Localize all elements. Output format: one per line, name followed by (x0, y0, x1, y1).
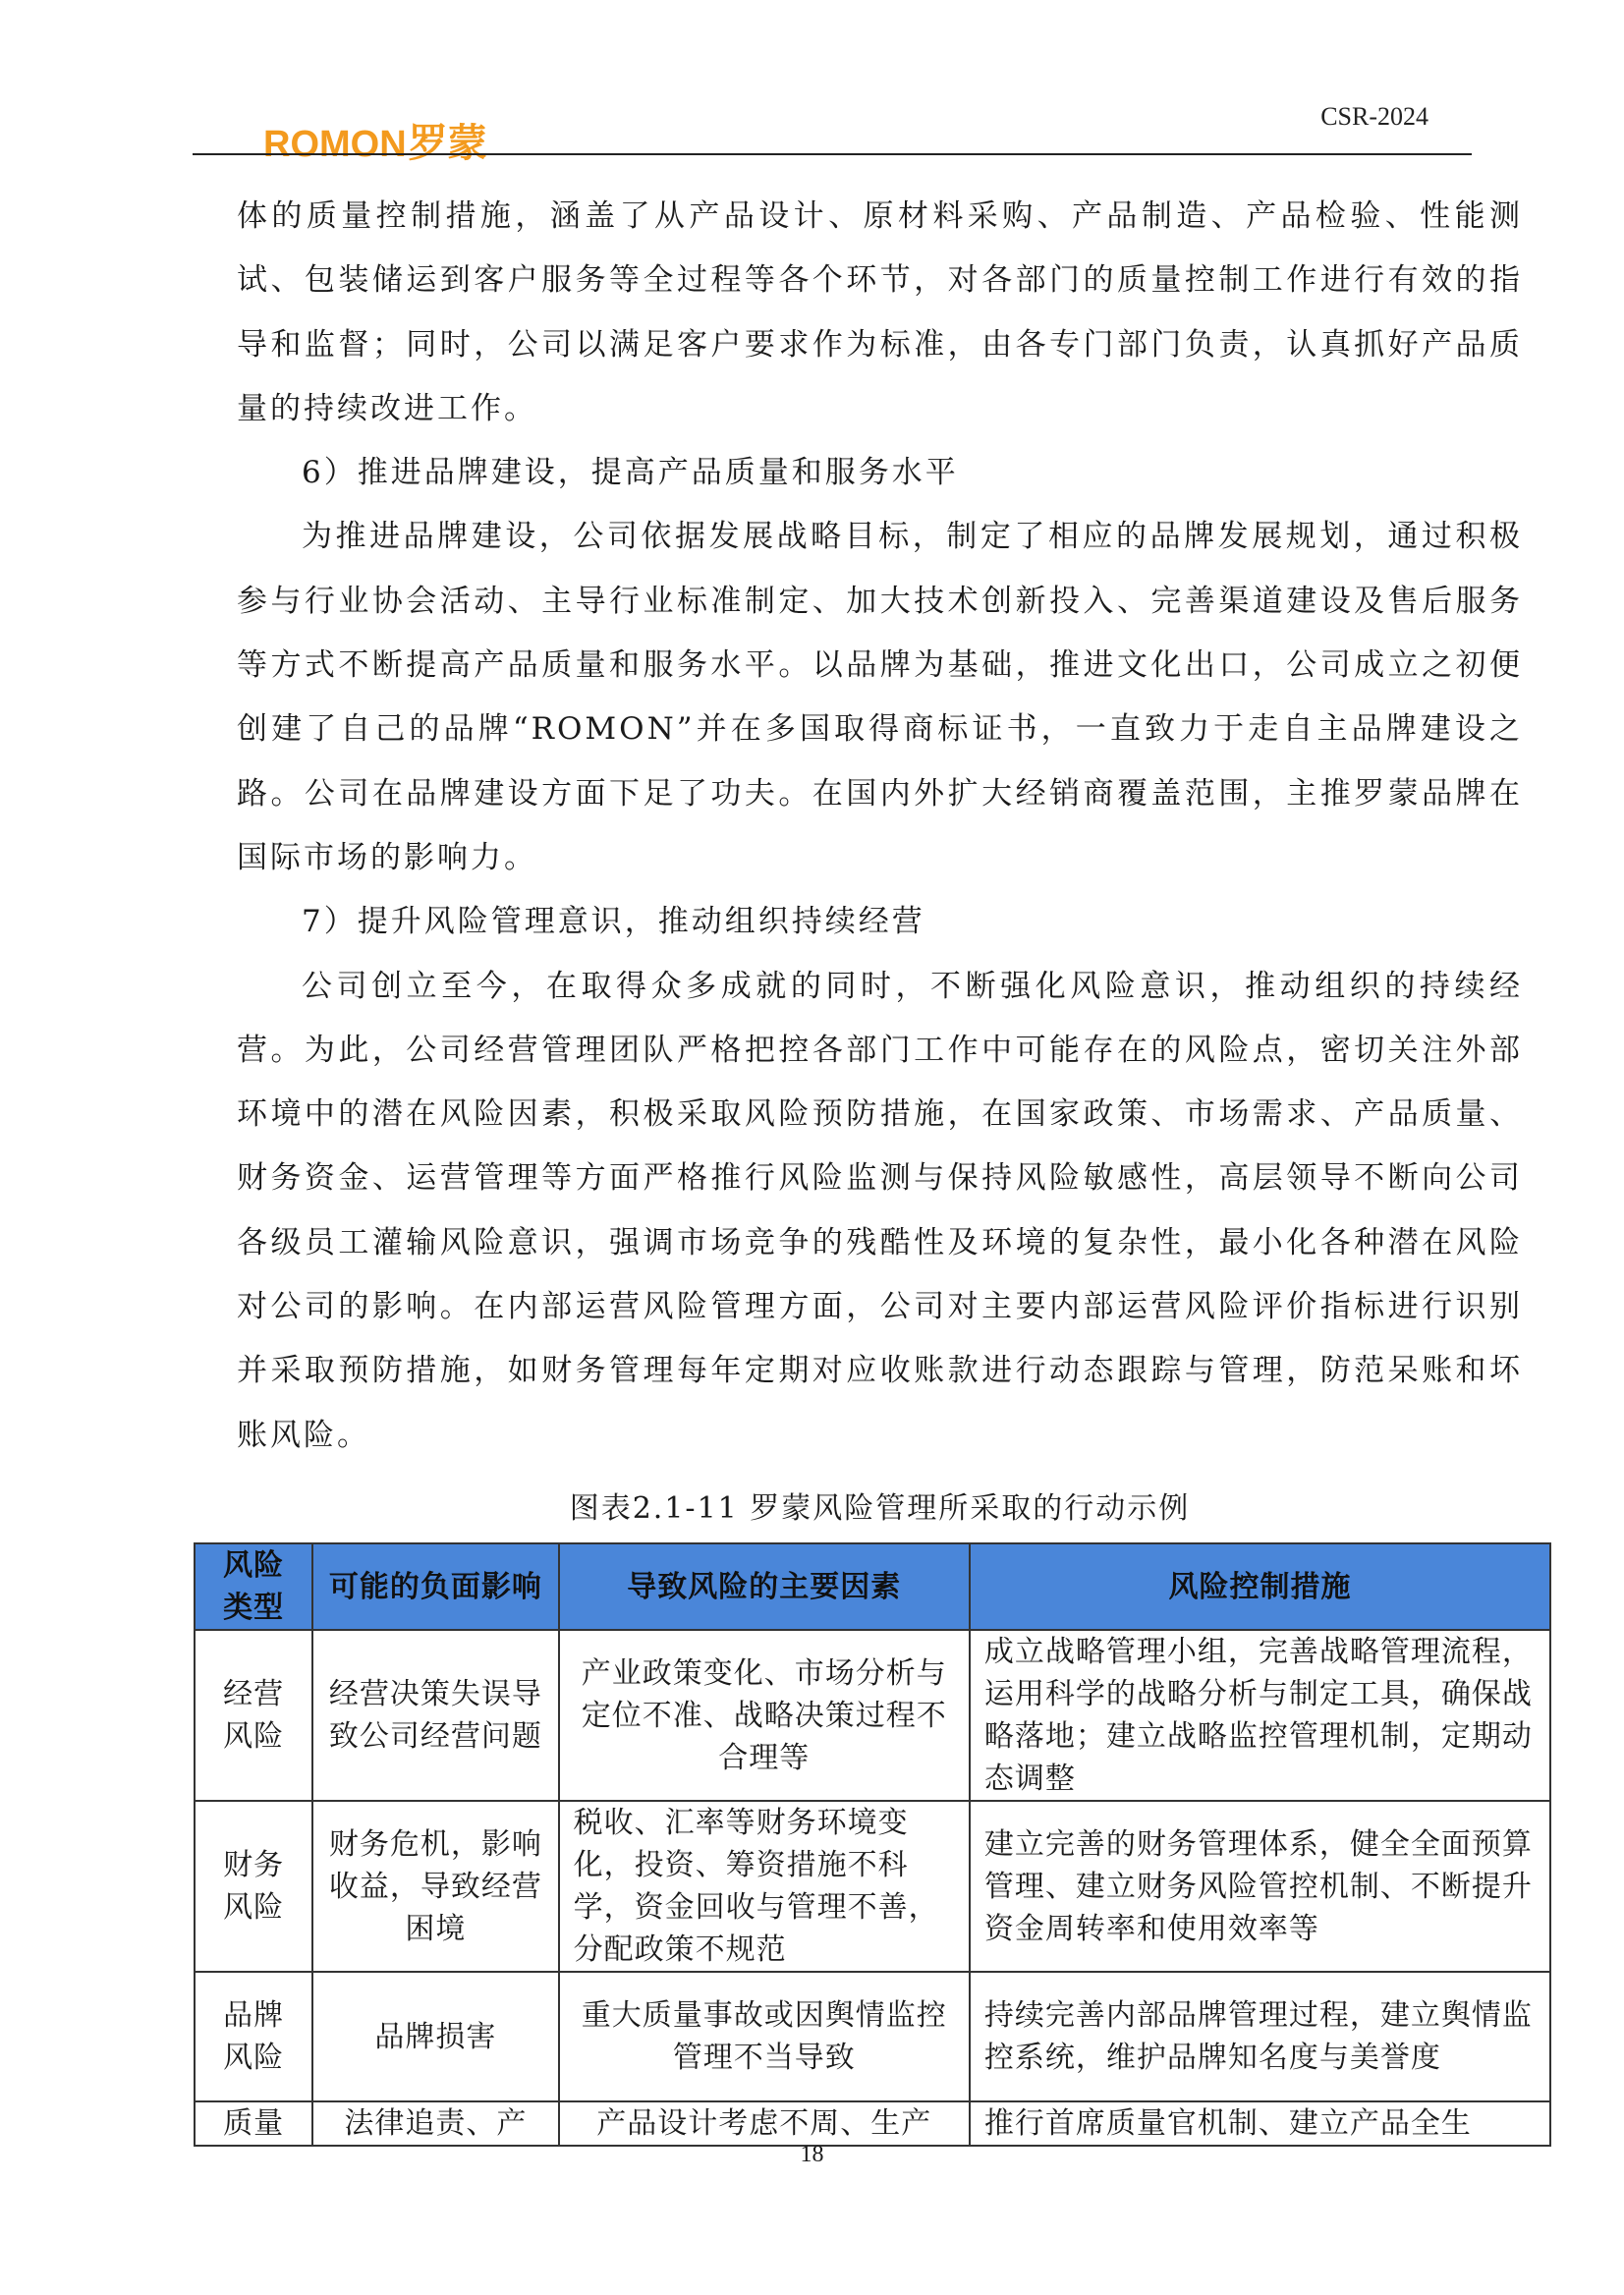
report-code: CSR-2024 (1320, 102, 1428, 131)
table-row (195, 1801, 1550, 1972)
table-cell: 品牌风险 (195, 1972, 312, 2101)
header-divider (193, 153, 1472, 155)
logo-latin-text: ROMON (263, 124, 407, 165)
table-row (195, 1630, 1550, 1801)
table-cell: 经营决策失误导致公司经营问题 (312, 1630, 558, 1801)
table-row (195, 2101, 1550, 2146)
table-cell: 产业政策变化、市场分析与定位不准、战略决策过程不合理等 (559, 1630, 970, 1801)
table-cell: 财务危机，影响收益，导致经营困境 (312, 1801, 558, 1972)
table-cell: 质量 (195, 2101, 312, 2146)
table-cell: 持续完善内部品牌管理过程，建立舆情监控系统，维护品牌知名度与美誉度 (970, 1972, 1550, 2101)
table-cell: 财务风险 (195, 1801, 312, 1972)
header-negative-impact: 可能的负面影响 (312, 1543, 558, 1630)
header-main-factors: 导致风险的主要因素 (559, 1543, 970, 1630)
table-cell: 推行首席质量官机制、建立产品全生 (970, 2101, 1550, 2146)
page-header (193, 94, 1472, 166)
table-caption: 图表2.1-11 罗蒙风险管理所采取的行动示例 (569, 1491, 1191, 1526)
paragraph-quality-control: 体的质量控制措施，涵盖了从产品设计、原材料采购、产品制造、产品检验、性能测试、包装储运到客户服务等全过程等各个环节，对各部门的质量控制工作进行有效的指导和监督；同时，公司以满足客户要求作为标准，由各专门部门负责，认真抓好产品质量的持续改进工作。 (237, 198, 1523, 426)
table-cell: 品牌损害 (312, 1972, 558, 2101)
header-control-measures: 风险控制措施 (970, 1543, 1550, 1630)
table-cell: 经营风险 (195, 1630, 312, 1801)
header-risk-type: 风险类型 (195, 1543, 312, 1630)
table-header-row (195, 1543, 1550, 1630)
romon-logo (263, 112, 487, 168)
table-row (195, 1972, 1550, 2101)
table-cell: 产品设计考虑不周、生产 (559, 2101, 970, 2146)
paragraph-risk: 公司创立至今，在取得众多成就的同时，不断强化风险意识，推动组织的持续经营。为此，公司经营管理团队严格把控各部门工作中可能存在的风险点，密切关注外部环境中的潜在风险因素，积极采取风险预防措施，在国家政策、市场需求、产品质量、财务资金、运营管理等方面严格推行风险监测与保持风险敏感性，高层领导不断向公司各级员工灌输风险意识，强调市场竞争的残酷性及环境的复杂性，最小化各种潜在风险对公司的影响。在内部运营风险管理方面，公司对主要内部运营风险评价指标进行识别并采取预防措施，如财务管理每年定期对应收账款进行动态跟踪与管理，防范呆账和坏账风险。 (237, 968, 1523, 1453)
page-number: 18 (800, 2142, 824, 2167)
body-text (237, 185, 1523, 1468)
section-heading-risk: 7）提升风险管理意识，推动组织持续经营 (302, 904, 925, 940)
table-cell: 税收、汇率等财务环境变化，投资、筹资措施不科学，资金回收与管理不善，分配政策不规范 (559, 1801, 970, 1972)
section-heading-brand: 6）推进品牌建设，提高产品质量和服务水平 (302, 455, 959, 491)
risk-actions-table (194, 1542, 1551, 2147)
table-cell: 重大质量事故或因舆情监控管理不当导致 (559, 1972, 970, 2101)
table-cell: 成立战略管理小组，完善战略管理流程，运用科学的战略分析与制定工具，确保战略落地；建立战略监控管理机制，定期动态调整 (970, 1630, 1550, 1801)
table-cell: 建立完善的财务管理体系，健全全面预算管理、建立财务风险管控机制、不断提升资金周转率和使用效率等 (970, 1801, 1550, 1972)
logo-cjk-text: 罗蒙 (408, 121, 487, 166)
table-cell: 法律追责、产 (312, 2101, 558, 2146)
paragraph-brand: 为推进品牌建设，公司依据发展战略目标，制定了相应的品牌发展规划，通过积极参与行业协会活动、主导行业标准制定、加大技术创新投入、完善渠道建设及售后服务等方式不断提高产品质量和服务水平。以品牌为基础，推进文化出口，公司成立之初便创建了自己的品牌“ROMON”并在多国取得商标证书，一直致力于走自主品牌建设之路。公司在品牌建设方面下足了功夫。在国内外扩大经销商覆盖范围，主推罗蒙品牌在国际市场的影响力。 (237, 519, 1523, 875)
